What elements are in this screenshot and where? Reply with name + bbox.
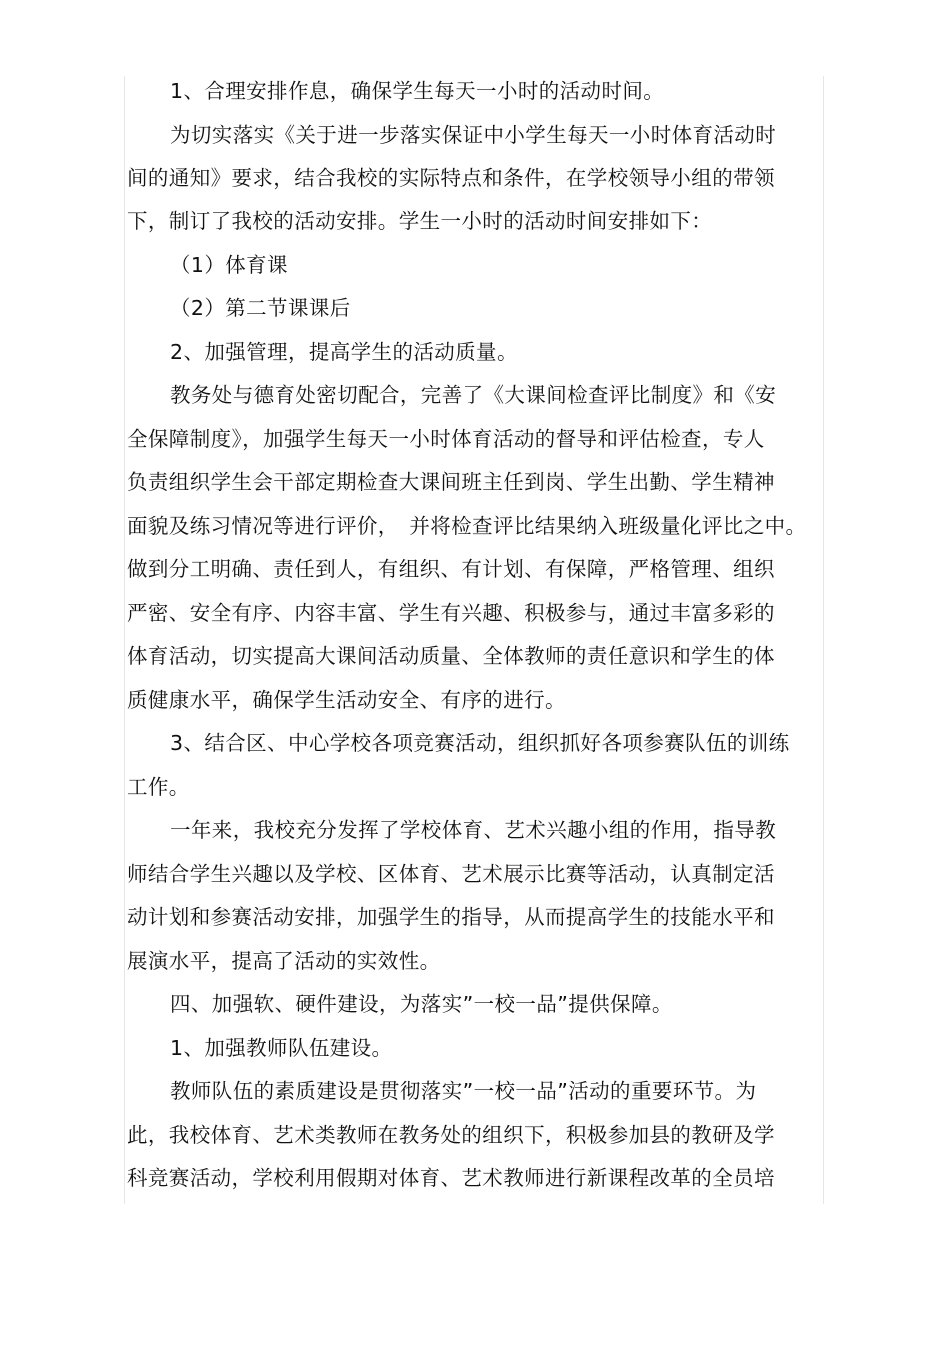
text-line-1: 1、合理安排作息，确保学生每天一小时的活动时间。 — [170, 79, 665, 103]
text-line-22: 四、加强软、硬件建设，为落实”一校一品”提供保障。 — [170, 992, 673, 1016]
text-line-10: 负责组织学生会干部定期检查大课间班主任到岗、学生出勤、学生精神 — [127, 470, 775, 494]
text-line-25: 此，我校体育、艺术类教师在教务处的组织下，积极参加县的教研及学 — [127, 1123, 775, 1147]
text-line-5: （1）体育课 — [170, 253, 288, 277]
text-line-3: 间的通知》要求，结合我校的实际特点和条件，在学校领导小组的带领 — [127, 166, 775, 190]
text-line-7: 2、加强管理，提高学生的活动质量。 — [170, 340, 518, 364]
text-line-21: 展演水平，提高了活动的实效性。 — [127, 949, 441, 973]
text-line-24: 教师队伍的素质建设是贯彻落实”一校一品”活动的重要环节。为 — [170, 1079, 757, 1103]
text-line-26: 科竞赛活动，学校利用假期对体育、艺术教师进行新课程改革的全员培 — [127, 1166, 775, 1190]
right-margin-rule — [823, 76, 824, 1204]
text-line-18: 一年来，我校充分发挥了学校体育、艺术兴趣小组的作用，指导教 — [170, 818, 777, 842]
text-line-13: 严密、安全有序、内容丰富、学生有兴趣、积极参与，通过丰富多彩的 — [127, 601, 775, 625]
text-line-20: 动计划和参赛活动安排，加强学生的指导，从而提高学生的技能水平和 — [127, 905, 775, 929]
text-line-2: 为切实落实《关于进一步落实保证中小学生每天一小时体育活动时 — [170, 123, 777, 147]
text-line-12: 做到分工明确、责任到人，有组织、有计划、有保障，严格管理、组织 — [127, 557, 775, 581]
text-line-16: 3、结合区、中心学校各项竞赛活动，组织抓好各项参赛队伍的训练 — [170, 731, 790, 755]
text-line-19: 师结合学生兴趣以及学校、区体育、艺术展示比赛等活动，认真制定活 — [127, 862, 775, 886]
text-line-9: 全保障制度》，加强学生每天一小时体育活动的督导和评估检查，专人 — [127, 427, 765, 451]
text-line-17: 工作。 — [127, 775, 190, 799]
text-line-6: （2）第二节课课后 — [170, 296, 351, 320]
text-line-4: 下，制订了我校的活动安排。学生一小时的活动时间安排如下： — [127, 209, 713, 233]
left-margin-rule — [124, 76, 125, 1204]
text-line-14: 体育活动，切实提高大课间活动质量、全体教师的责任意识和学生的体 — [127, 644, 775, 668]
text-line-11: 面貌及练习情况等进行评价， 并将检查评比结果纳入班级量化评比之中。 — [127, 514, 807, 538]
text-line-8: 教务处与德育处密切配合，完善了《大课间检查评比制度》和《安 — [170, 383, 777, 407]
text-line-15: 质健康水平，确保学生活动安全、有序的进行。 — [127, 688, 566, 712]
text-line-23: 1、加强教师队伍建设。 — [170, 1036, 393, 1060]
